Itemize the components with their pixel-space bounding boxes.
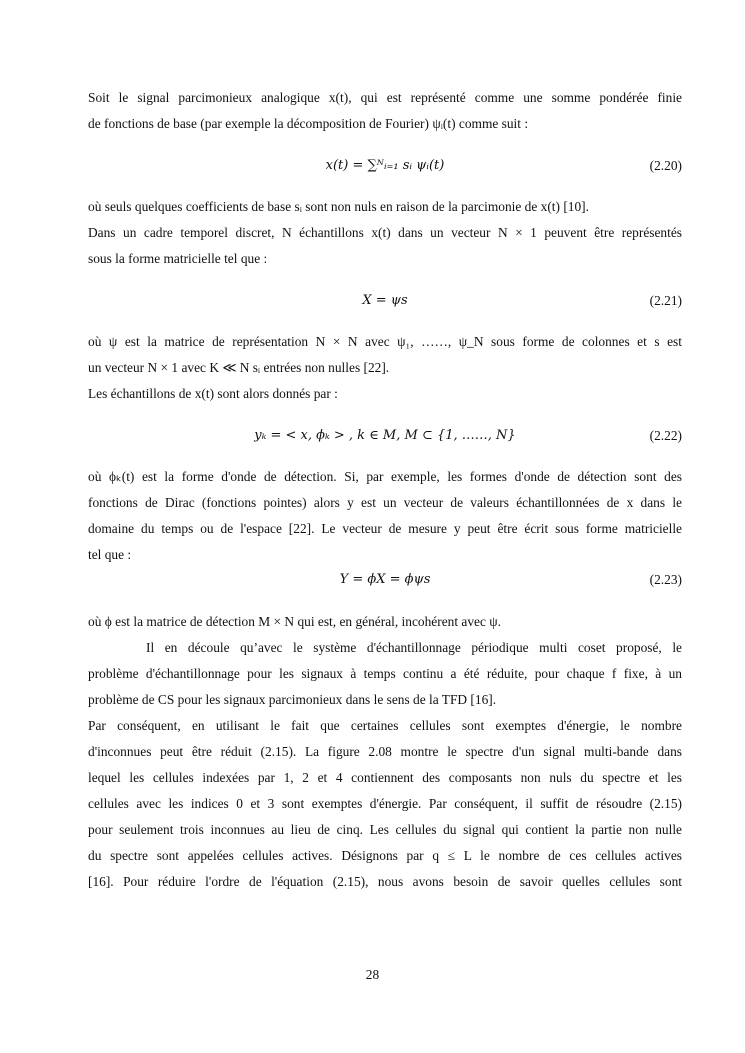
equation-formula: x(t) = ∑ᴺᵢ₌₁ sᵢ ψᵢ(t) <box>325 158 445 173</box>
equation-formula: yₖ = < x, ϕₖ > , k ∈ M, M ⊂ {1, ……, N} <box>254 428 516 443</box>
equation-2-20 <box>88 156 682 176</box>
text-line: Soit le signal parcimonieux analogique x(t), qui est représenté comme une somme pondérée finie <box>88 90 682 105</box>
text-line: d'inconnues peut être réduit (2.15). La figure 2.08 montre le spectre d'un signal multi-bande dans <box>88 744 682 759</box>
text-line: de fonctions de base (par exemple la décomposition de Fourier) ψᵢ(t) comme suit : <box>88 116 529 131</box>
text-line: du spectre sont appelées cellules actives. Désignons par q ≤ L le nombre de ces cellules actives <box>88 848 682 863</box>
text-line: fonctions de Dirac (fonctions pointes) alors y est un vecteur de valeurs échantillonnées de x dans le <box>88 495 682 510</box>
equation-number: (2.21) <box>649 293 682 308</box>
text-line: un vecteur N × 1 avec K ≪ N sᵢ entrées non nulles [22]. <box>88 360 390 375</box>
text-line: où ϕₖ(t) est la forme d'onde de détection. Si, par exemple, les formes d'onde de détection sont des <box>88 469 682 484</box>
equation-number: (2.22) <box>649 428 682 443</box>
equation-2-22 <box>88 426 682 446</box>
text-line: Les échantillons de x(t) sont alors donnés par : <box>88 386 338 401</box>
text-line: où seuls quelques coefficients de base sᵢ sont non nuls en raison de la parcimonie de x(t) [10]. <box>88 199 589 214</box>
equation-2-23 <box>88 570 682 590</box>
text-line: où ϕ est la matrice de détection M × N qui est, en général, incohérent avec ψ. <box>88 614 502 629</box>
text-line: tel que : <box>88 547 132 562</box>
text-line: Il en découle qu’avec le système d'échantillonnage périodique multi coset proposé, le <box>146 640 682 655</box>
equation-formula: X = ψs <box>362 293 408 308</box>
text-line: [16]. Pour réduire l'ordre de l'équation (2.15), nous avons besoin de savoir quelles cellules sont <box>88 874 682 889</box>
text-line: pour seulement trois inconnues au lieu de cinq. Les cellules du signal qui contient la partie non nulle <box>88 822 682 837</box>
text-line: Dans un cadre temporel discret, N échantillons x(t) dans un vecteur N × 1 peuvent être représentés <box>88 225 682 240</box>
text-line: problème d'échantillonnage pour les signaux à temps continu a été réduite, pour chaque f fixe, à un <box>88 666 682 681</box>
text-line: lequel les cellules indexées par 1, 2 et 4 contiennent des composants non nuls du spectre et les <box>88 770 682 785</box>
equation-number: (2.23) <box>649 572 682 587</box>
text-line: cellules avec les indices 0 et 3 sont exemptes d'énergie. Par conséquent, il suffit de résoudre (2.15) <box>88 796 682 811</box>
text-line: sous la forme matricielle tel que : <box>88 251 268 266</box>
text-line: Par conséquent, en utilisant le fait que certaines cellules sont exemptes d'énergie, le nombre <box>88 718 682 733</box>
text-line: où ψ est la matrice de représentation N × N avec ψ₁, ……, ψ_N sous forme de colonnes et s est <box>88 334 682 349</box>
text-line: domaine du temps ou de l'espace [22]. Le vecteur de mesure y peut être écrit sous forme matricielle <box>88 521 682 536</box>
equation-number: (2.20) <box>649 158 682 173</box>
text-line: problème de CS pour les signaux parcimonieux dans le sens de la TFD [16]. <box>88 692 497 707</box>
equation-2-21 <box>88 291 682 311</box>
page-number: 28 <box>365 967 380 982</box>
equation-formula: Y = ϕX = ϕψs <box>339 572 431 587</box>
